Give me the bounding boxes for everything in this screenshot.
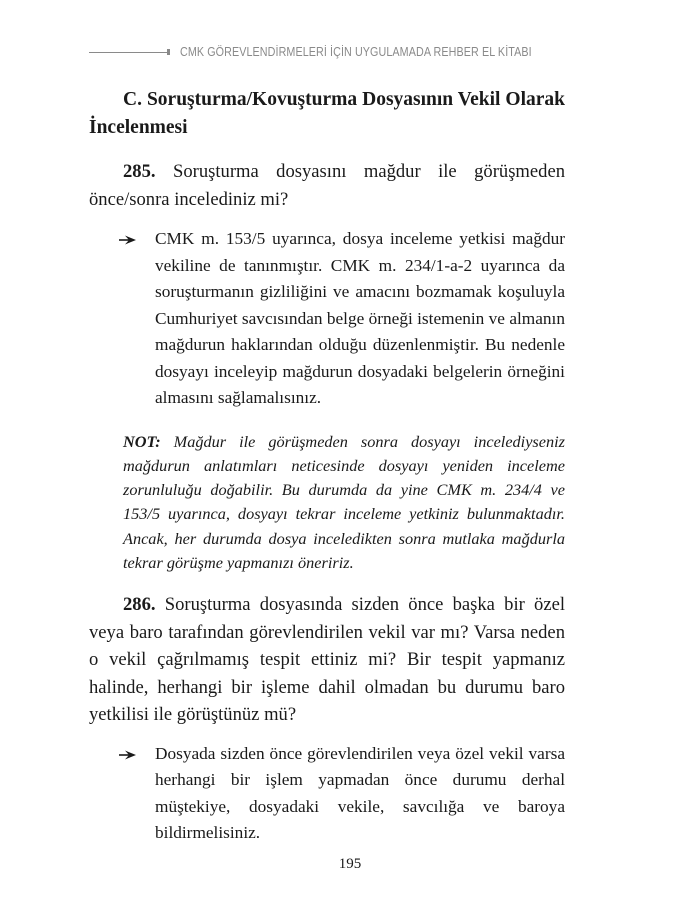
note-text: Mağdur ile görüşmeden sonra dosyayı incelediyseniz mağdurun anlatımları neticesinde dosyayı yeniden inceleme zorunluluğu doğabilir. Bu durumda da yine CMK m. 234/4 ve 153/5 uyarınca, dosyayı tekrar inceleme yetkiniz bulunmaktadır. Ancak, her durumda dosya inceledikten sonra mutlaka mağdurla tekrar görüşme yapmanızı öneririz.	[123, 431, 565, 572]
page-content	[89, 86, 565, 847]
answer-text: Dosyada sizden önce görevlendirilen veya özel vekil varsa herhangi bir işlem yapmadan önce durumu derhal müştekiye, dosyadaki vekile, savcılığa ve baroya bildirmelisiniz.	[155, 743, 565, 843]
question-number: 285.	[123, 161, 156, 182]
question-285	[89, 158, 565, 213]
section-heading: C. Soruşturma/Kovuşturma Dosyasının Vekil Olarak İncelenmesi	[89, 89, 565, 138]
running-header-title: CMK GÖREVLENDİRMELERİ İÇİN UYGULAMADA REHBER EL KİTABI	[180, 45, 532, 59]
answer-286	[89, 741, 565, 847]
header-rule	[89, 52, 167, 53]
note-label: NOT:	[123, 431, 161, 451]
arrow-right-icon	[119, 235, 139, 245]
running-header	[89, 42, 589, 62]
arrow-right-icon	[119, 750, 139, 760]
question-286	[89, 591, 565, 729]
question-number: 286.	[123, 594, 156, 616]
header-square-ornament	[167, 49, 170, 55]
question-text: Soruşturma dosyasında sizden önce başka bir özel veya baro tarafından görevlendirilen vekil var mı? Varsa neden o vekil çağrılmamış tespit ettiniz mi? Bir tespit yapmanız halinde, herhangi bir işleme dahil olmadan bu durumu baro yetkilisi ile görüştünüz mü?	[89, 594, 565, 726]
page-number: 195	[338, 856, 362, 872]
answer-285	[89, 226, 565, 412]
note-285	[123, 430, 565, 576]
question-text: Soruşturma dosyasını mağdur ile görüşmeden önce/sonra incelediniz mi?	[89, 161, 565, 210]
answer-text: CMK m. 153/5 uyarınca, dosya inceleme yetkisi mağdur vekiline de tanınmıştır. CMK m. 234/1-a-2 uyarınca da soruşturmanın gizliliğini ve amacını bozmamak koşuluyla Cumhuriyet savcısından belge örneği istemenin ve almanın mağdurun haklarından olduğu düzenlenmiştir. Bu nedenle dosyayı inceleyip mağdurun dosyadaki belgelerin örneğini almasını sağlamalısınız.	[155, 229, 565, 407]
